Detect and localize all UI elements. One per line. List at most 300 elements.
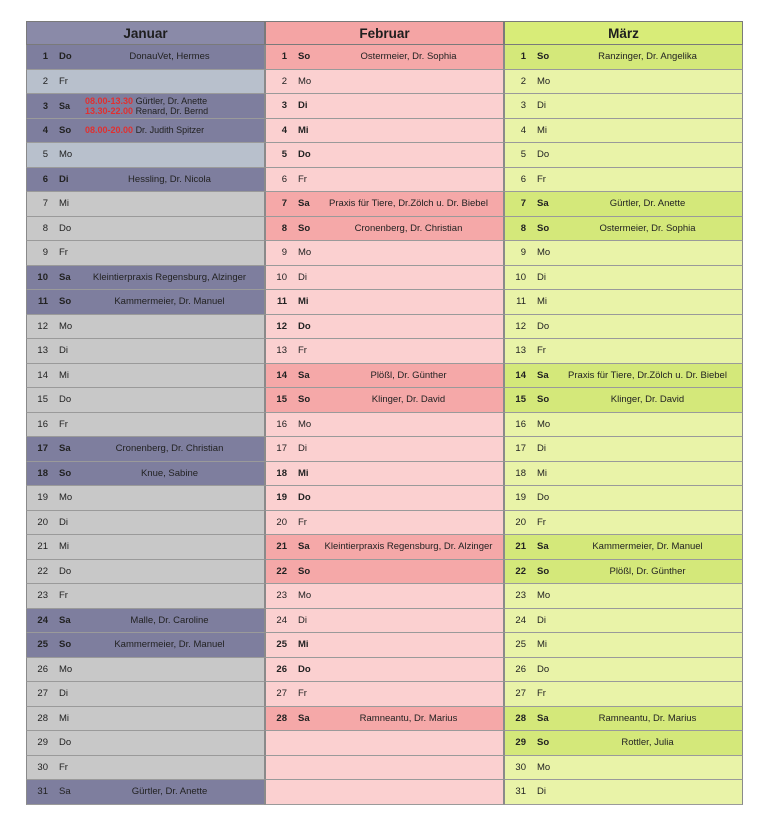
weekday: Sa	[59, 786, 71, 798]
weekday: Mo	[537, 590, 551, 602]
day-number: 14	[276, 369, 287, 381]
calendar-row	[265, 266, 504, 291]
calendar-row	[265, 70, 504, 95]
calendar-row	[504, 437, 743, 462]
day-number: 19	[276, 492, 287, 504]
calendar-row	[26, 119, 265, 144]
calendar-row	[504, 707, 743, 732]
calendar-row	[265, 609, 504, 634]
day-number: 22	[37, 565, 48, 577]
day-number: 7	[520, 198, 526, 210]
weekday: Do	[298, 149, 311, 161]
weekday: Mo	[537, 418, 551, 430]
weekday: Sa	[537, 369, 549, 381]
calendar-row	[26, 658, 265, 683]
weekday: Do	[537, 492, 550, 504]
calendar-row	[265, 511, 504, 536]
calendar-row	[26, 413, 265, 438]
calendar-row	[26, 682, 265, 707]
calendar-row	[504, 241, 743, 266]
weekday: Fr	[537, 173, 546, 185]
month-header: März	[504, 21, 743, 45]
day-number: 31	[37, 786, 48, 798]
vet-name: Hessling, Dr. Nicola	[128, 173, 211, 185]
day-number: 28	[37, 712, 48, 724]
day-number: 13	[37, 345, 48, 357]
weekday: Do	[59, 394, 72, 406]
day-number: 23	[37, 590, 48, 602]
day-number: 20	[515, 516, 526, 528]
weekday: Mi	[537, 639, 548, 651]
weekday: Do	[59, 51, 72, 63]
calendar-row	[504, 119, 743, 144]
day-number: 17	[515, 443, 526, 455]
weekday: Mo	[59, 320, 73, 332]
calendar-row	[265, 682, 504, 707]
day-number: 20	[37, 516, 48, 528]
weekday: Fr	[59, 75, 68, 87]
weekday: Fr	[298, 173, 307, 185]
day-number: 23	[276, 590, 287, 602]
vet-name: Knue, Sabine	[140, 467, 199, 479]
month-header: Februar	[265, 21, 504, 45]
weekday: Do	[298, 320, 311, 332]
weekday: Mi	[59, 198, 70, 210]
calendar-row	[26, 633, 265, 658]
calendar-row	[265, 143, 504, 168]
weekday: Fr	[59, 761, 68, 773]
duty-entry	[85, 106, 264, 116]
calendar-row	[265, 584, 504, 609]
calendar-row	[26, 756, 265, 781]
calendar-row	[26, 217, 265, 242]
calendar-row	[504, 45, 743, 70]
weekday: Sa	[537, 541, 549, 553]
day-number: 19	[37, 492, 48, 504]
vet-name: Kleintierpraxis Regensburg, Dr. Alzinger	[324, 541, 493, 553]
calendar-row	[504, 413, 743, 438]
calendar-row	[26, 584, 265, 609]
calendar-row	[265, 756, 504, 781]
calendar-row	[265, 486, 504, 511]
weekday: Di	[59, 516, 68, 528]
calendar-row	[26, 707, 265, 732]
calendar-row	[504, 731, 743, 756]
weekday: Mi	[537, 124, 548, 136]
day-number: 19	[515, 492, 526, 504]
weekday: Di	[59, 688, 68, 700]
vet-name: Klinger, Dr. David	[610, 394, 685, 406]
day-number: 29	[37, 737, 48, 749]
day-number: 2	[42, 75, 48, 87]
day-number: 27	[276, 688, 287, 700]
calendar-row	[265, 437, 504, 462]
weekday: So	[298, 565, 311, 577]
weekday: Mo	[59, 663, 73, 675]
calendar-row	[504, 682, 743, 707]
day-number: 6	[42, 173, 48, 185]
day-number: 20	[276, 516, 287, 528]
day-number: 11	[37, 296, 48, 308]
weekday: Fr	[59, 418, 68, 430]
calendar-row	[265, 560, 504, 585]
weekday: Fr	[537, 688, 546, 700]
vet-name: Praxis für Tiere, Dr.Zölch u. Dr. Biebel	[329, 198, 488, 210]
vet-name: Klinger, Dr. David	[371, 394, 446, 406]
vet-name: Gürtler, Dr. Anette	[609, 198, 686, 210]
weekday: Di	[59, 345, 68, 357]
vet-name: Praxis für Tiere, Dr.Zölch u. Dr. Biebel	[568, 369, 727, 381]
calendar-row	[26, 168, 265, 193]
day-number: 29	[515, 737, 526, 749]
calendar-row	[26, 486, 265, 511]
day-number: 9	[281, 247, 287, 259]
calendar-row	[504, 658, 743, 683]
day-number: 8	[520, 222, 526, 234]
calendar-row	[26, 45, 265, 70]
weekday: Fr	[59, 247, 68, 259]
weekday: Sa	[59, 443, 71, 455]
calendar-row	[265, 217, 504, 242]
day-number: 11	[276, 296, 287, 308]
calendar-row	[504, 364, 743, 389]
weekday: Di	[537, 786, 546, 798]
weekday: Mo	[537, 75, 551, 87]
calendar-row	[504, 633, 743, 658]
weekday: Do	[59, 737, 72, 749]
calendar-row	[265, 731, 504, 756]
calendar-row	[504, 560, 743, 585]
weekday: So	[59, 639, 72, 651]
weekday: Mo	[298, 75, 312, 87]
day-number: 4	[520, 124, 526, 136]
weekday: Sa	[298, 541, 310, 553]
weekday: Sa	[59, 100, 71, 111]
vet-name: Rottler, Julia	[621, 737, 674, 749]
weekday: Mi	[537, 296, 548, 308]
calendar-row	[265, 192, 504, 217]
day-number: 9	[520, 247, 526, 259]
weekday: Do	[537, 320, 550, 332]
day-number: 6	[520, 173, 526, 185]
calendar-row	[504, 217, 743, 242]
month-column-februar	[265, 21, 504, 805]
vet-name: Kleintierpraxis Regensburg, Alzinger	[92, 271, 247, 283]
day-number: 26	[37, 663, 48, 675]
vet-name: Gürtler, Dr. Anette	[135, 95, 208, 106]
weekday: Di	[298, 443, 307, 455]
duty-entries	[85, 96, 264, 116]
duty-entry	[85, 96, 264, 106]
weekday: Do	[537, 663, 550, 675]
vet-name: Ramneantu, Dr. Marius	[598, 712, 697, 724]
calendar-row	[265, 388, 504, 413]
day-number: 5	[520, 149, 526, 161]
calendar-row	[265, 290, 504, 315]
vet-name: Ranzinger, Dr. Angelika	[598, 51, 697, 63]
calendar-row	[504, 290, 743, 315]
day-number: 13	[515, 345, 526, 357]
day-number: 15	[37, 394, 48, 406]
day-number: 3	[281, 100, 287, 112]
calendar-row	[26, 70, 265, 95]
day-number: 22	[515, 565, 526, 577]
weekday: Do	[298, 492, 311, 504]
calendar-row	[26, 266, 265, 291]
day-number: 24	[37, 614, 48, 626]
weekday: Mo	[298, 590, 312, 602]
vet-name: Cronenberg, Dr. Christian	[354, 222, 463, 234]
weekday: Mo	[59, 149, 73, 161]
duty-time: 08.00-20.00	[85, 125, 134, 136]
calendar-row	[265, 633, 504, 658]
day-number: 18	[276, 467, 287, 479]
weekday: Sa	[537, 712, 549, 724]
calendar-row	[26, 94, 265, 119]
calendar-row	[265, 462, 504, 487]
day-number: 15	[276, 394, 287, 406]
weekday: Mo	[298, 418, 312, 430]
vet-name: Plößl, Dr. Günther	[609, 565, 686, 577]
vet-name: Plößl, Dr. Günther	[370, 369, 447, 381]
day-number: 17	[37, 443, 48, 455]
calendar-row	[504, 511, 743, 536]
day-number: 24	[276, 614, 287, 626]
calendar-row	[504, 780, 743, 805]
day-number: 21	[276, 541, 287, 553]
weekday: So	[537, 565, 550, 577]
weekday: Fr	[537, 345, 546, 357]
day-number: 7	[281, 198, 287, 210]
day-number: 17	[276, 443, 287, 455]
day-number: 1	[281, 51, 287, 63]
weekday: So	[537, 394, 550, 406]
weekday: Di	[537, 614, 546, 626]
weekday: Mi	[59, 712, 70, 724]
weekday: Mo	[298, 247, 312, 259]
calendar-row	[504, 609, 743, 634]
calendar-row	[26, 143, 265, 168]
day-number: 25	[276, 639, 287, 651]
weekday: Sa	[298, 198, 310, 210]
vet-name: Kammermeier, Dr. Manuel	[114, 296, 225, 308]
weekday: Sa	[298, 712, 310, 724]
day-number: 12	[276, 320, 287, 332]
day-number: 4	[42, 124, 48, 136]
calendar-row	[26, 388, 265, 413]
weekday: Mi	[298, 124, 309, 136]
weekday: Sa	[59, 271, 71, 283]
vet-name: Ostermeier, Dr. Sophia	[599, 222, 696, 234]
weekday: Mi	[537, 467, 548, 479]
month-header: Januar	[26, 21, 265, 45]
weekday: Sa	[537, 198, 549, 210]
calendar-row	[504, 94, 743, 119]
day-number: 1	[42, 51, 48, 63]
day-number: 30	[515, 761, 526, 773]
month-column-januar	[26, 21, 265, 805]
weekday: So	[298, 51, 311, 63]
day-number: 9	[42, 247, 48, 259]
weekday: So	[298, 222, 311, 234]
vet-name: Renard, Dr. Bernd	[135, 105, 209, 116]
vet-name: Cronenberg, Dr. Christian	[115, 443, 224, 455]
calendar-row	[26, 731, 265, 756]
calendar-row	[265, 364, 504, 389]
day-number: 8	[281, 222, 287, 234]
day-number: 10	[37, 271, 48, 283]
calendar-row	[265, 241, 504, 266]
day-number: 25	[37, 639, 48, 651]
day-number: 3	[520, 100, 526, 112]
calendar-row	[26, 192, 265, 217]
calendar-row	[504, 462, 743, 487]
weekday: Sa	[59, 614, 71, 626]
calendar-row	[265, 315, 504, 340]
day-number: 1	[520, 51, 526, 63]
calendar-row	[504, 388, 743, 413]
weekday: Sa	[298, 369, 310, 381]
weekday: Fr	[298, 345, 307, 357]
day-number: 6	[281, 173, 287, 185]
weekday: So	[59, 296, 72, 308]
day-number: 26	[276, 663, 287, 675]
day-number: 14	[515, 369, 526, 381]
day-number: 22	[276, 565, 287, 577]
day-number: 26	[515, 663, 526, 675]
calendar-row	[265, 535, 504, 560]
weekday: Fr	[59, 590, 68, 602]
weekday: Di	[298, 614, 307, 626]
calendar-row	[26, 560, 265, 585]
weekday: So	[298, 394, 311, 406]
day-number: 11	[516, 296, 526, 308]
calendar-row	[504, 143, 743, 168]
calendar-row	[504, 168, 743, 193]
weekday: Do	[537, 149, 550, 161]
calendar-row	[26, 241, 265, 266]
weekday: So	[537, 737, 550, 749]
weekday: So	[537, 222, 550, 234]
calendar-row	[26, 339, 265, 364]
day-number: 27	[37, 688, 48, 700]
weekday: Mi	[298, 467, 309, 479]
day-number: 21	[515, 541, 526, 553]
calendar-row	[504, 535, 743, 560]
day-number: 31	[515, 786, 526, 798]
weekday: Fr	[298, 516, 307, 528]
weekday: So	[537, 51, 550, 63]
vet-name: Ramneantu, Dr. Marius	[359, 712, 458, 724]
calendar-row	[265, 94, 504, 119]
calendar-row	[265, 707, 504, 732]
calendar-row	[504, 756, 743, 781]
day-number: 23	[515, 590, 526, 602]
vet-name: Kammermeier, Dr. Manuel	[114, 639, 225, 651]
calendar-row	[504, 192, 743, 217]
weekday: Mi	[298, 639, 309, 651]
weekday: Mo	[59, 492, 73, 504]
calendar-row	[504, 70, 743, 95]
weekday: Fr	[537, 516, 546, 528]
calendar-row	[504, 486, 743, 511]
calendar-row	[26, 364, 265, 389]
duty-calendar	[26, 21, 743, 805]
calendar-row	[265, 339, 504, 364]
weekday: So	[59, 467, 72, 479]
calendar-row	[504, 315, 743, 340]
day-number: 24	[515, 614, 526, 626]
weekday: Di	[59, 173, 69, 185]
day-number: 7	[42, 198, 48, 210]
day-number: 16	[515, 418, 526, 430]
day-number: 2	[281, 75, 287, 87]
calendar-row	[26, 462, 265, 487]
calendar-row	[265, 168, 504, 193]
calendar-row	[265, 45, 504, 70]
day-number: 12	[37, 320, 48, 332]
day-number: 16	[37, 418, 48, 430]
calendar-row	[504, 584, 743, 609]
day-number: 5	[42, 149, 48, 161]
weekday: Di	[537, 271, 546, 283]
day-number: 16	[276, 418, 287, 430]
vet-name: DonauVet, Hermes	[129, 51, 210, 63]
calendar-row	[26, 511, 265, 536]
duty-time: 08.00-13.30	[85, 95, 134, 106]
weekday: Fr	[298, 688, 307, 700]
weekday: Di	[298, 271, 307, 283]
weekday: Mi	[59, 541, 70, 553]
day-number: 15	[515, 394, 526, 406]
day-number: 10	[276, 271, 287, 283]
weekday: Mi	[59, 369, 70, 381]
duty-entries	[85, 125, 264, 135]
weekday: Do	[59, 565, 72, 577]
calendar-row	[26, 780, 265, 805]
day-number: 5	[281, 149, 287, 161]
day-number: 27	[515, 688, 526, 700]
vet-name: Dr. Judith Spitzer	[135, 125, 205, 136]
vet-name: Gürtler, Dr. Anette	[131, 786, 208, 798]
day-number: 30	[37, 761, 48, 773]
day-number: 3	[42, 100, 48, 111]
weekday: Mo	[537, 761, 551, 773]
day-number: 21	[37, 541, 48, 553]
duty-time: 13.30-22.00	[85, 105, 134, 116]
day-number: 8	[42, 222, 48, 234]
calendar-row	[26, 535, 265, 560]
calendar-row	[26, 315, 265, 340]
day-number: 14	[37, 369, 48, 381]
day-number: 28	[276, 712, 287, 724]
day-number: 12	[515, 320, 526, 332]
weekday: Di	[298, 100, 308, 112]
day-number: 4	[281, 124, 287, 136]
calendar-row	[265, 658, 504, 683]
calendar-row	[265, 780, 504, 805]
vet-name: Malle, Dr. Caroline	[130, 614, 209, 626]
duty-entry	[85, 125, 264, 135]
calendar-row	[265, 119, 504, 144]
calendar-row	[26, 609, 265, 634]
weekday: Mo	[537, 247, 551, 259]
day-number: 28	[515, 712, 526, 724]
weekday: Mi	[298, 296, 309, 308]
calendar-row	[504, 266, 743, 291]
calendar-row	[504, 339, 743, 364]
calendar-row	[26, 437, 265, 462]
